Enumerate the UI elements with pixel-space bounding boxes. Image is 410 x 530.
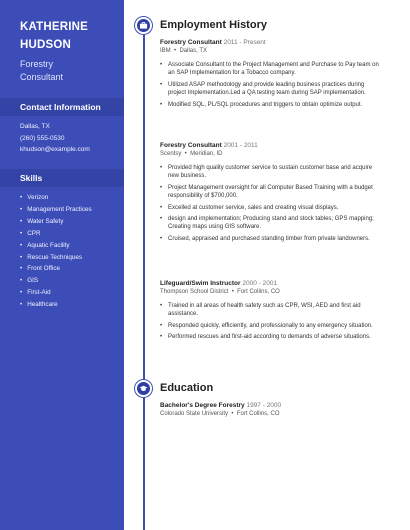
skills-list xyxy=(20,192,92,311)
skill-item: • CPR xyxy=(20,228,92,240)
title-line-2: Consultant xyxy=(20,72,64,82)
job-title xyxy=(20,58,63,84)
job-entry: Forestry Consultant 2011 - Present IBM • Dallas, TX • Associate Consultant to the Project Management and Purchase to Pay team on an SAP Implementation for a Tobacco company. • Utilized ASAP methodology and provide leading business practices during project Implementation.Led a QA testing team during SAP implementation. • Modified SQL, PL/SQL procedures and triggers to obtain optimize output. xyxy=(160,38,382,112)
education-school: Colorado State University xyxy=(160,411,229,417)
job-entry: Forestry Consultant 2001 - 2011 Scentsy • Meridian, ID • Provided high quality customer service to sustain customer base and acquire new business. • Project Management oversight for all Computer Based Training with a budget responsibility of $700,000. • Excelled at customer service, sales and creating visual displays. • design and implementation; Producing stand and stock tables; GPS mapping; Creating maps using GIS software. • Cruised, appraised and purchased standing timber from private landowners. xyxy=(160,141,382,246)
job-bullets xyxy=(160,61,382,109)
job-entry-location: Dallas, TX xyxy=(179,48,208,54)
job-bullet: • Utilized ASAP methodology and provide leading business practices during project Implementation.Led a QA testing team during SAP implementation. xyxy=(160,81,382,98)
job-bullet: • Modified SQL, PL/SQL procedures and triggers to obtain optimize output. xyxy=(160,101,382,109)
skills-heading: Skills xyxy=(0,169,124,187)
job-bullet: • Excelled at customer service, sales and creating visual displays. xyxy=(160,204,382,212)
job-entry-company: Scentsy xyxy=(160,151,182,157)
education-degree: Bachelor's Degree Forestry xyxy=(160,402,245,409)
job-bullet: • Trained in all areas of health safety such as CPR, WSI, AED and first aid assistance. xyxy=(160,302,382,319)
education-entry: Bachelor's Degree Forestry 1997 - 2000 Colorado State University • Fort Collins, CO xyxy=(160,402,282,417)
job-entry: Lifeguard/Swim Instructor 2000 - 2001 Thompson School District • Fort Collins, CO • Trained in all areas of health safety such as CPR, WSI, AED and first aid assistance. • Responded quickly, efficiently, and professionally to any emergency situation. • Performed rescues and first-aid according to demands of adverse situations. xyxy=(160,279,382,345)
contact-heading: Contact Information xyxy=(0,98,124,116)
job-entry-location: Meridian, ID xyxy=(190,151,223,157)
employment-heading: Employment History xyxy=(160,19,267,31)
timeline-line xyxy=(143,28,145,530)
briefcase-icon xyxy=(135,17,152,34)
job-entry-title: Lifeguard/Swim Instructor xyxy=(160,280,241,287)
name-line-1: KATHERINE xyxy=(20,21,89,33)
contact-phone: (260) 555-0530 xyxy=(20,135,65,142)
skill-item: • Water Safety xyxy=(20,216,92,228)
skill-item: • Healthcare xyxy=(20,299,92,311)
job-bullet: • Provided high quality customer service to sustain customer base and acquire new business. xyxy=(160,164,382,181)
job-bullet: • design and implementation; Producing stand and stock tables; GPS mapping; Creating maps using GIS software. xyxy=(160,215,382,232)
skill-item: • Aquatic Facility xyxy=(20,240,92,252)
job-entry-location: Fort Collins, CO xyxy=(237,289,280,295)
job-entry-dates: 2001 - 2011 xyxy=(223,142,258,149)
job-entry-company: Thompson School District xyxy=(160,289,229,295)
job-bullet: • Responded quickly, efficiently, and professionally to any emergency situation. xyxy=(160,322,382,330)
skill-item: • Rescue Techniques xyxy=(20,252,92,264)
contact-location: Dallas, TX xyxy=(20,123,50,130)
title-line-1: Forestry xyxy=(20,59,54,69)
job-bullet: • Performed rescues and first-aid according to demands of adverse situations. xyxy=(160,333,382,341)
name-line-2: HUDSON xyxy=(20,39,72,51)
job-bullets xyxy=(160,164,382,243)
skill-item: • Verizon xyxy=(20,192,92,204)
skill-item: • First-Aid xyxy=(20,287,92,299)
job-bullet: • Cruised, appraised and purchased standing timber from private landowners. xyxy=(160,235,382,243)
education-dates: 1997 - 2000 xyxy=(246,402,282,409)
education-location: Fort Collins, CO xyxy=(236,411,280,417)
skill-item: • Front Office xyxy=(20,263,92,275)
education-heading: Education xyxy=(160,382,214,394)
graduation-cap-icon xyxy=(135,380,152,397)
skill-item: • GIS xyxy=(20,275,92,287)
job-bullet: • Associate Consultant to the Project Management and Purchase to Pay team on an SAP Implementation for a Tobacco company. xyxy=(160,61,382,78)
job-bullets xyxy=(160,302,382,342)
candidate-name xyxy=(20,18,88,54)
job-entry-title: Forestry Consultant xyxy=(160,39,222,46)
skill-item: • Management Practices xyxy=(20,204,92,216)
contact-email[interactable]: khudson@example.com xyxy=(20,146,90,153)
job-entry-dates: 2000 - 2001 xyxy=(242,280,278,287)
job-bullet: • Project Management oversight for all Computer Based Training with a budget responsibility of $700,000. xyxy=(160,184,382,201)
sidebar xyxy=(0,0,124,530)
job-entry-title: Forestry Consultant xyxy=(160,142,222,149)
job-entry-company: IBM xyxy=(160,48,171,54)
job-entry-dates: 2011 - Present xyxy=(223,39,266,46)
